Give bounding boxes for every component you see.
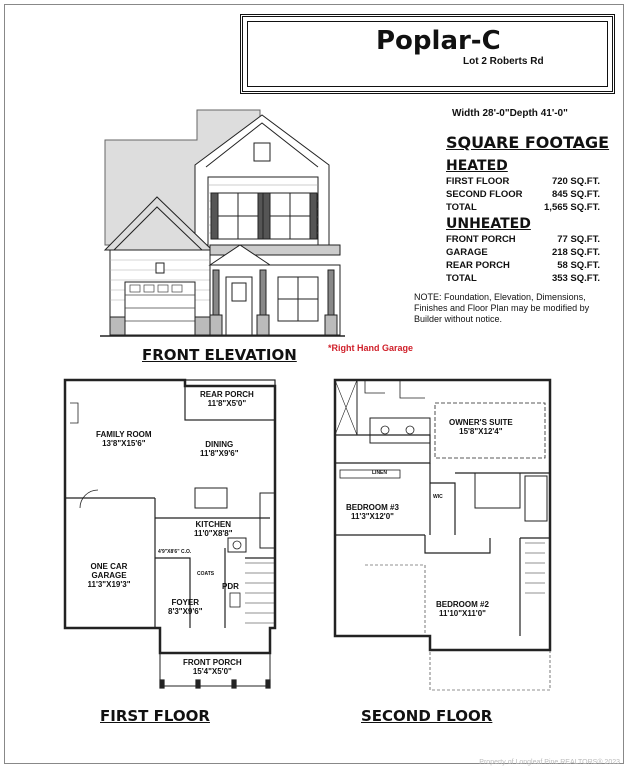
rear-porch-label-fam: FAMILY ROOM 13'8"X15'6" xyxy=(96,430,152,448)
rear-porch-label: REAR PORCH 11'8"X5'0" xyxy=(200,390,254,408)
bedroom2-label: BEDROOM #2 11'10"X11'0" xyxy=(436,600,489,618)
unheated-heading: UNHEATED xyxy=(446,216,531,232)
plan-name: Poplar-C xyxy=(376,26,501,56)
front-elevation-drawing xyxy=(100,105,345,340)
pdr-label: PDR xyxy=(222,582,239,591)
table-row: FRONT PORCH 77 SQ.FT. xyxy=(446,234,600,245)
second-floor-plan xyxy=(330,378,555,693)
owners-suite-label: OWNER'S SUITE 15'8"X12'4" xyxy=(449,418,513,436)
garage-note: *Right Hand Garage xyxy=(328,343,414,353)
table-row: FIRST FLOOR 720 SQ.FT. xyxy=(446,176,600,187)
square-footage-heading: SQUARE FOOTAGE xyxy=(446,133,610,152)
watermark: Property of Longleaf Pine REALTORS® 2023 xyxy=(479,759,620,766)
table-row: REAR PORCH 58 SQ.FT. xyxy=(446,260,600,271)
first-floor-plan xyxy=(60,378,285,693)
front-porch-label: FRONT PORCH 15'4"X5'0" xyxy=(183,658,242,676)
heated-table xyxy=(446,176,600,213)
garage-label: ONE CAR GARAGE 11'3"X19'3" xyxy=(87,562,131,589)
dimensions-text: Width 28'-0"Depth 41'-0" xyxy=(452,108,568,119)
dining-label: DINING 11'8"X9'6" xyxy=(200,440,239,458)
wic-label: WIC xyxy=(433,494,443,500)
table-row: GARAGE 218 SQ.FT. xyxy=(446,247,600,258)
bedroom3-label: BEDROOM #3 11'3"X12'0" xyxy=(346,503,399,521)
front-elevation-label: FRONT ELEVATION xyxy=(142,346,297,364)
unheated-table xyxy=(446,234,600,284)
first-floor-label: FIRST FLOOR xyxy=(100,707,210,725)
foyer-label: FOYER 8'3"X9'6" xyxy=(168,598,203,616)
heated-heading: HEATED xyxy=(446,158,508,174)
closet-dimension: 4'9"X8'6" C.O. xyxy=(158,549,192,555)
table-row: SECOND FLOOR 845 SQ.FT. xyxy=(446,189,600,200)
coats-label: COATS xyxy=(197,571,215,577)
lot-address: Lot 2 Roberts Rd xyxy=(463,56,544,67)
table-row: TOTAL 1,565 SQ.FT. xyxy=(446,202,600,213)
linen-label: LINEN xyxy=(372,470,387,476)
table-row: TOTAL 353 SQ.FT. xyxy=(446,273,600,284)
kitchen-label: KITCHEN 11'0"X8'8" xyxy=(194,520,233,538)
disclaimer-note: NOTE: Foundation, Elevation, Dimensions, Finishes and Floor Plan may be modified by Builder without notice. xyxy=(414,292,590,324)
second-floor-label: SECOND FLOOR xyxy=(361,707,493,725)
